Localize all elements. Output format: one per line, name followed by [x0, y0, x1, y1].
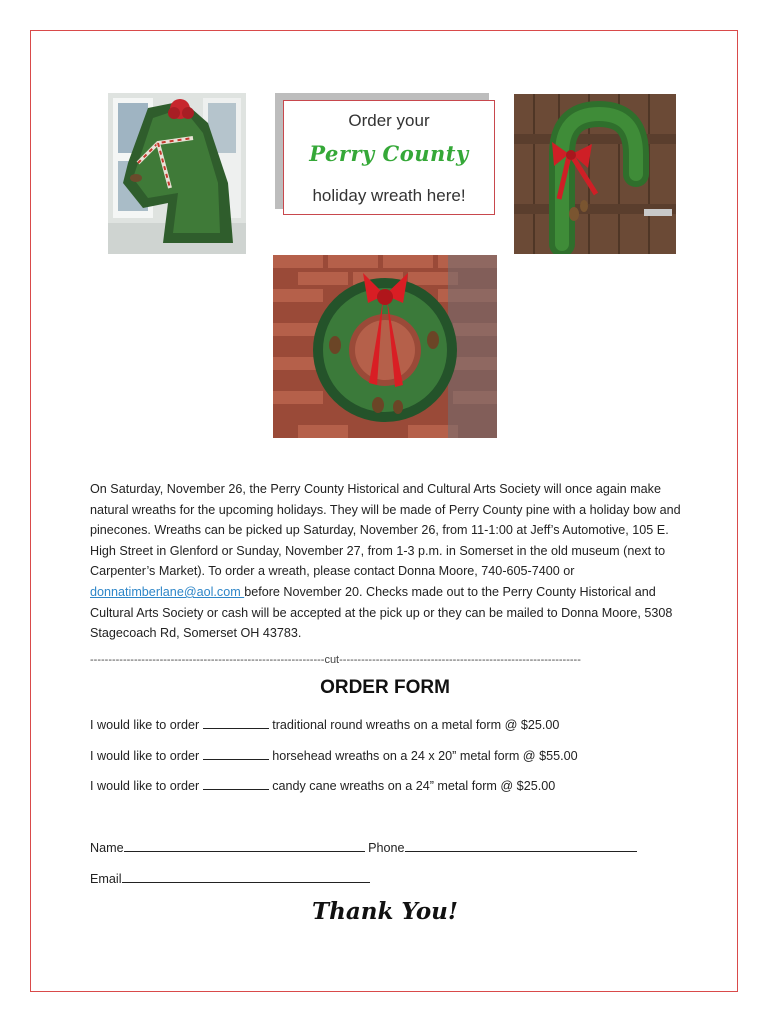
email-label: Email — [90, 872, 122, 886]
order-prefix: I would like to order — [90, 749, 200, 763]
quantity-blank-candy-cane[interactable] — [203, 777, 269, 790]
title-line-holiday-wreath: holiday wreath here! — [312, 186, 466, 205]
order-item-candy-cane: candy cane wreaths on a 24” metal form @ $25.00 — [272, 779, 556, 793]
round-wreath-photo — [273, 255, 497, 438]
order-item-round: traditional round wreaths on a metal form @ $25.00 — [272, 718, 560, 732]
description-text-part2: before November 20. Checks made out to the Perry County Historical and Cultural Arts Society or cash will be accepted at the pick up or they can be mailed to Donna Moore, 5308 Stagecoach Rd, Somerset OH 43783. — [90, 584, 673, 641]
order-line-candy-cane — [90, 777, 555, 793]
quantity-blank-horsehead[interactable] — [203, 747, 269, 760]
name-phone-line — [90, 839, 637, 855]
contact-email-link[interactable]: donnatimberlane@aol.com — [90, 584, 245, 599]
horsehead-wreath-photo — [108, 93, 246, 254]
order-line-horsehead — [90, 747, 578, 763]
candy-cane-wreath-photo — [514, 94, 676, 254]
thank-you-closing: Thank You! — [312, 898, 458, 925]
order-item-horsehead: horsehead wreaths on a 24 x 20” metal form @ $55.00 — [272, 749, 578, 763]
cut-line: ----------------------------------------------------------------cut------------------------------------------------------------------ — [90, 654, 581, 666]
title-perry-county: Perry County — [309, 141, 469, 166]
name-field[interactable] — [124, 839, 365, 852]
order-form-title: ORDER FORM — [320, 677, 450, 698]
order-prefix: I would like to order — [90, 718, 200, 732]
quantity-blank-round[interactable] — [203, 716, 269, 729]
phone-field[interactable] — [405, 839, 637, 852]
description-text-part1: On Saturday, November 26, the Perry County Historical and Cultural Arts Society will once again make natural wreaths for the upcoming holidays. They will be made of Perry County pine with a holiday bow and pinecones. Wreaths can be picked up Saturday, November 26, from 11-1:00 at Jeff’s Automotive, 105 E. High Street in Glenford or Sunday, November 27, from 1-3 p.m. in Somerset in the old museum (next to Carpenter’s Market). To order a wreath, please contact Donna Moore, 740-605-7400 or — [90, 482, 681, 579]
title-box — [283, 100, 495, 215]
order-line-round — [90, 716, 559, 732]
email-field[interactable] — [122, 870, 370, 883]
order-prefix: I would like to order — [90, 779, 200, 793]
phone-label: Phone — [368, 841, 405, 855]
name-label: Name — [90, 841, 124, 855]
event-description — [90, 479, 682, 644]
title-line-order-your: Order your — [348, 111, 430, 130]
email-line — [90, 870, 370, 886]
